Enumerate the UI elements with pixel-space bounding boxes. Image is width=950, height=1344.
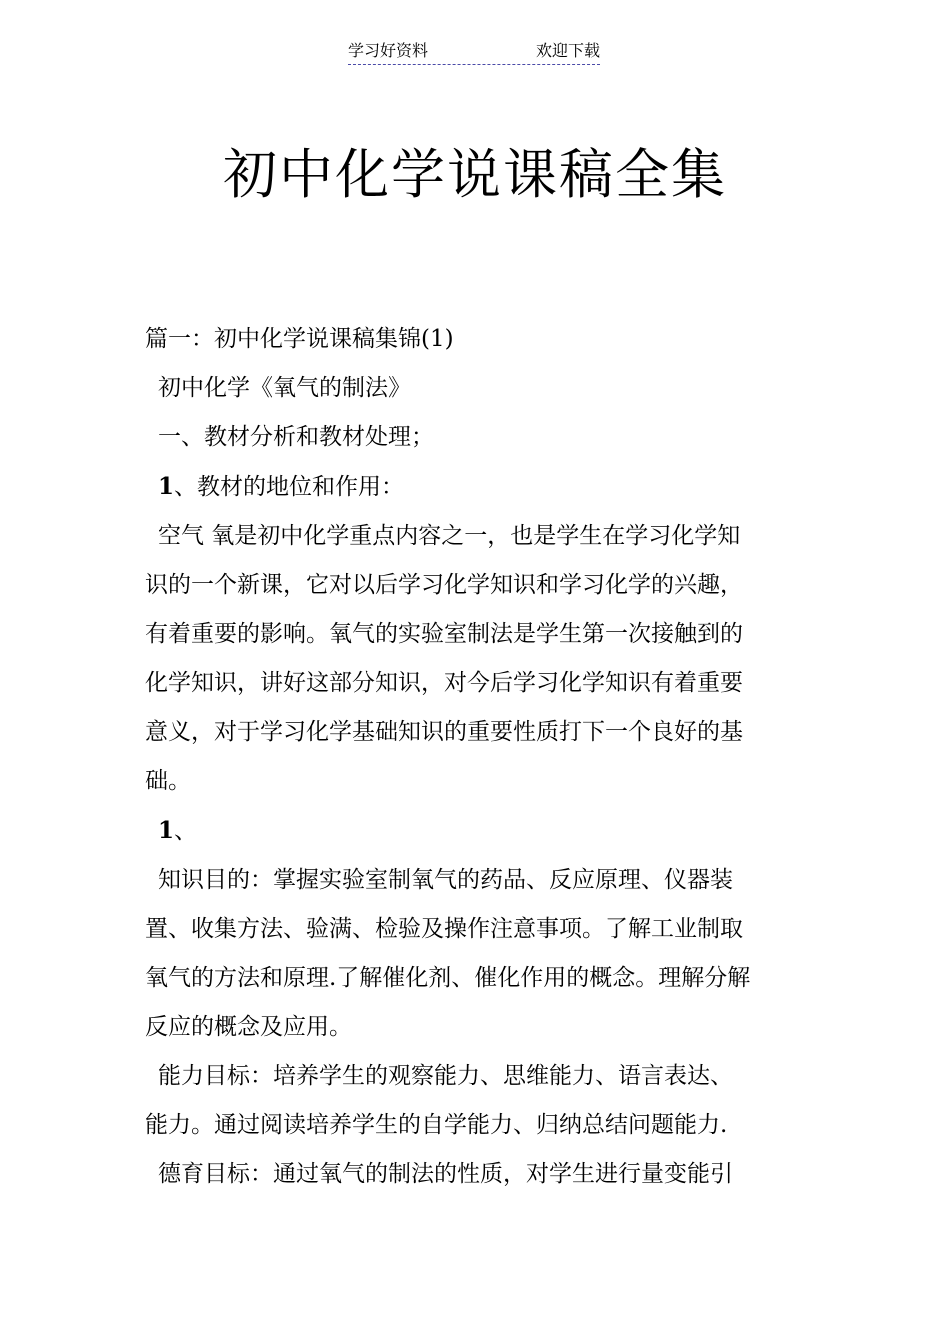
lesson-title: 初中化学《氧气的制法》 [158,375,411,401]
item2-heading [145,806,815,856]
page-header [348,38,600,65]
para1-line: 空气 氧是初中化学重点内容之一，也是学生在学习化学知 [158,523,741,549]
para2-line: 氧气的方法和原理.了解催化剂、催化作用的概念。理解分解 [145,965,751,991]
header-right-text: 欢迎下载 [535,41,600,60]
para1-line: 识的一个新课，它对以后学习化学知识和学习化学的兴趣， [145,572,743,598]
document-title: 初中化学说课稿全集 [223,143,727,206]
para1-line: 有着重要的影响。氧气的实验室制法是学生第一次接触到的 [145,621,743,647]
document-body [145,315,815,1199]
para4-line: 德育目标：通过氧气的制法的性质，对学生进行量变能引 [158,1161,733,1187]
para1-line: 意义，对于学习化学基础知识的重要性质打下一个良好的基 [145,719,743,745]
item2-number: 1 [158,817,175,844]
item1-text: 、教材的地位和作用： [174,474,405,500]
para2-line: 知识目的：掌握实验室制氧气的药品、反应原理、仪器装 [158,867,733,893]
part1-heading: 一、教材分析和教材处理； [158,424,434,450]
item1-number: 1 [158,473,175,500]
para3-line: 能力。通过阅读培养学生的自学能力、归纳总结问题能力. [145,1112,728,1138]
para1-line: 化学知识，讲好这部分知识，对今后学习化学知识有着重要 [145,670,743,696]
para3-line: 能力目标：培养学生的观察能力、思维能力、语言表达、 [158,1063,733,1089]
para1-line: 础。 [145,768,191,794]
header-left-text: 学习好资料 [348,41,429,60]
para2-line: 反应的概念及应用。 [145,1014,352,1040]
para2-line: 置、收集方法、验满、检验及操作注意事项。了解工业制取 [145,916,743,942]
item1-heading [145,462,815,512]
item2-text: 、 [174,818,198,844]
section-heading: 篇一：初中化学说课稿集锦(1) [145,326,454,352]
